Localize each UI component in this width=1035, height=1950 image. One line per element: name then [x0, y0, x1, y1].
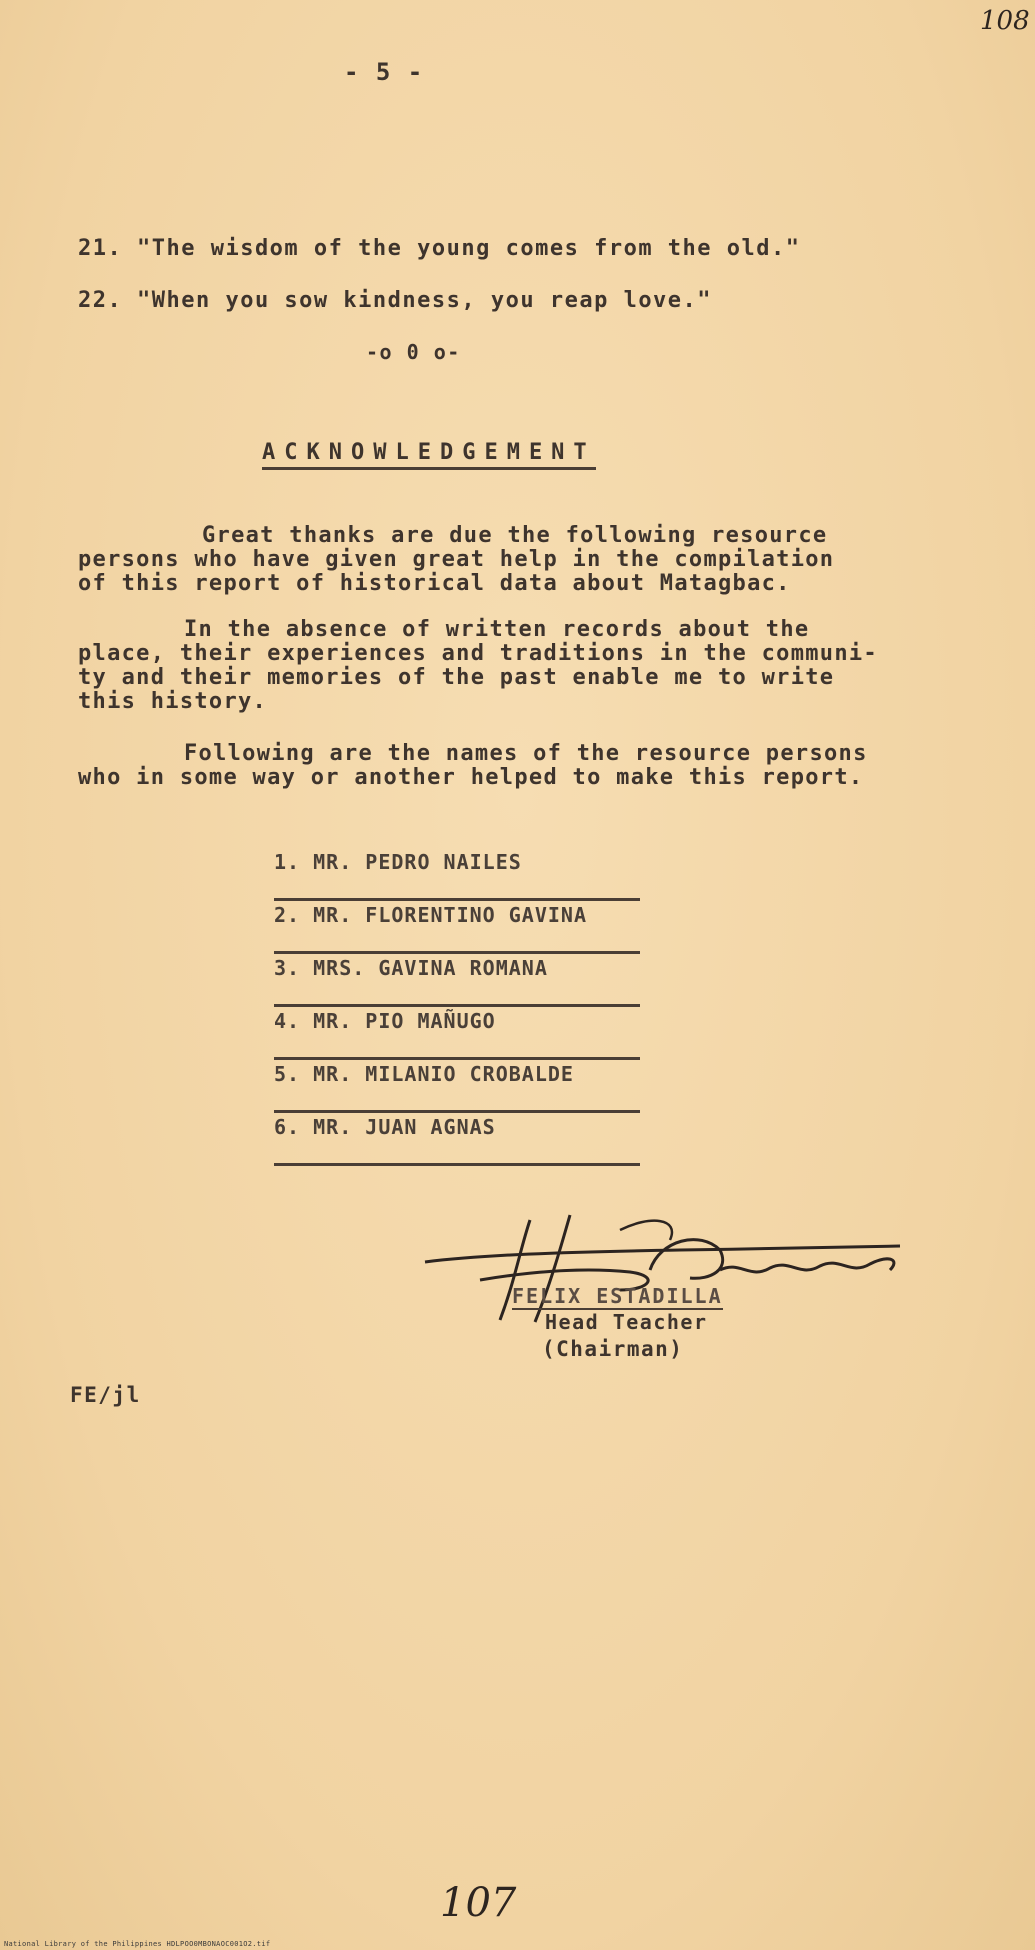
list-item: 4. MR. PIO MAÑUGO	[274, 1007, 640, 1060]
paragraph-following: Following are the names of the resource persons who in some way or another helped to make this report.	[78, 741, 868, 790]
handwritten-page-number: 107	[440, 1880, 517, 1926]
reference-initials: FE/jl	[70, 1383, 141, 1407]
corner-page-number: 108	[980, 6, 1030, 36]
list-item: 5. MR. MILANIO CROBALDE	[274, 1060, 640, 1113]
signer-role: (Chairman)	[542, 1337, 684, 1361]
section-divider: -o 0 o-	[366, 340, 461, 364]
proverb-22: 22. "When you sow kindness, you reap love."	[78, 288, 713, 313]
archive-footer: National Library of the Philippines HDLPOO0MBONAOC001O2.tif	[4, 1940, 271, 1948]
list-item: 6. MR. JUAN AGNAS	[274, 1113, 640, 1166]
list-item: 2. MR. FLORENTINO GAVINA	[274, 901, 640, 954]
list-item: 1. MR. PEDRO NAILES	[274, 848, 640, 901]
page-number: - 5 -	[344, 58, 424, 86]
resource-persons-list	[274, 848, 640, 1166]
proverb-21: 21. "The wisdom of the young comes from the old."	[78, 236, 801, 261]
signer-title: Head Teacher	[545, 1310, 708, 1334]
list-item: 3. MRS. GAVINA ROMANA	[274, 954, 640, 1007]
paragraph-absence: In the absence of written records about the place, their experiences and traditions in the communi- ty and their memories of the past enable me to write this history.	[78, 617, 878, 714]
paragraph-thanks: Great thanks are due the following resource persons who have given great help in the compilation of this report of historical data about Matagbac.	[78, 523, 835, 596]
signer-name: FELIX ESTADILLA	[512, 1284, 723, 1308]
acknowledgement-heading: ACKNOWLEDGEMENT	[262, 440, 596, 470]
